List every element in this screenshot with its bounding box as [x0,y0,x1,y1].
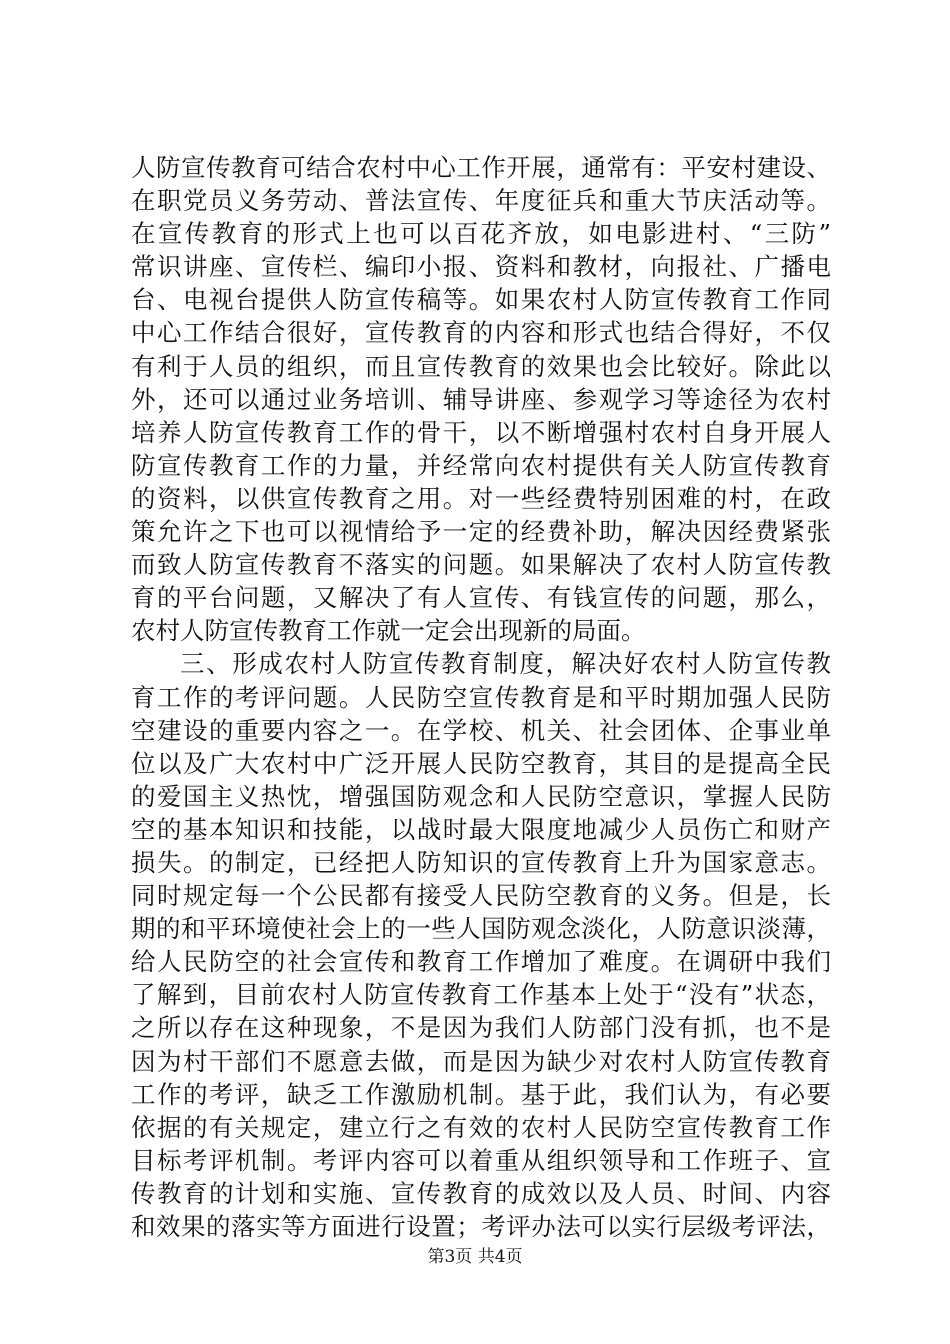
text-line: 空的基本知识和技能，以战时最大限度地减少人员伤亡和财产 [131,814,831,844]
text-line: 损失。的制定，已经把人防知识的宣传教育上升为国家意志。 [131,847,831,877]
text-line: 给人民防空的社会宣传和教育工作增加了难度。在调研中我们 [131,947,831,977]
text-line: 防宣传教育工作的力量，并经常向农村提供有关人防宣传教育 [131,450,831,480]
text-line: 育工作的考评问题。人民防空宣传教育是和平时期加强人民防 [131,682,831,712]
text-line: 育的平台问题，又解决了有人宣传、有钱宣传的问题，那么， [131,583,831,613]
page-footer [0,1246,950,1268]
text-line: 而致人防宣传教育不落实的问题。如果解决了农村人防宣传教 [131,550,831,580]
paragraph-start-line: 三、形成农村人防宣传教育制度，解决好农村人防宣传教 [180,649,831,679]
text-line: 台、电视台提供人防宣传稿等。如果农村人防宣传教育工作同 [131,285,831,315]
body-text [131,151,831,1243]
text-line: 农村人防宣传教育工作就一定会出现新的局面。 [131,616,646,646]
text-line: 的爱国主义热忱，增强国防观念和人民防空意识，掌握人民防 [131,781,831,811]
text-line: 中心工作结合很好，宣传教育的内容和形式也结合得好，不仅 [131,318,831,348]
text-line: 了解到，目前农村人防宣传教育工作基本上处于“没有”状态， [131,980,831,1010]
text-line: 依据的有关规定，建立行之有效的农村人民防空宣传教育工作 [131,1112,831,1142]
text-line: 培养人防宣传教育工作的骨干，以不断增强村农村自身开展人 [131,417,831,447]
text-line: 因为村干部们不愿意去做，而是因为缺少对农村人防宣传教育 [131,1046,831,1076]
text-line: 的资料，以供宣传教育之用。对一些经费特别困难的村，在政 [131,483,831,513]
text-line: 外，还可以通过业务培训、辅导讲座、参观学习等途径为农村 [131,384,831,414]
text-line: 目标考评机制。考评内容可以着重从组织领导和工作班子、宣 [131,1145,831,1175]
text-line: 策允许之下也可以视情给予一定的经费补助，解决因经费紧张 [131,517,831,547]
text-line: 工作的考评，缺乏工作激励机制。基于此，我们认为，有必要 [131,1079,831,1109]
text-line: 在宣传教育的形式上也可以百花齐放，如电影进村、“三防” [131,219,831,249]
text-line: 同时规定每一个公民都有接受人民防空教育的义务。但是，长 [131,881,831,911]
text-line: 期的和平环境使社会上的一些人国防观念淡化，人防意识淡薄， [131,914,831,944]
text-line: 有利于人员的组织，而且宣传教育的效果也会比较好。除此以 [131,351,831,381]
text-line: 人防宣传教育可结合农村中心工作开展，通常有：平安村建设、 [131,153,831,182]
text-line: 空建设的重要内容之一。在学校、机关、社会团体、企事业单 [131,715,831,745]
page-number: 第3页 共4页 [427,1247,523,1267]
text-line: 常识讲座、宣传栏、编印小报、资料和教材，向报社、广播电 [131,252,831,282]
text-line: 在职党员义务劳动、普法宣传、年度征兵和重大节庆活动等。 [131,186,831,216]
text-line: 之所以存在这种现象，不是因为我们人防部门没有抓，也不是 [131,1013,831,1043]
text-line: 传教育的计划和实施、宣传教育的成效以及人员、时间、内容 [131,1178,831,1208]
text-line: 和效果的落实等方面进行设置；考评办法可以实行层级考评法， [131,1212,831,1241]
text-line: 位以及广大农村中广泛开展人民防空教育，其目的是提高全民 [131,748,831,778]
